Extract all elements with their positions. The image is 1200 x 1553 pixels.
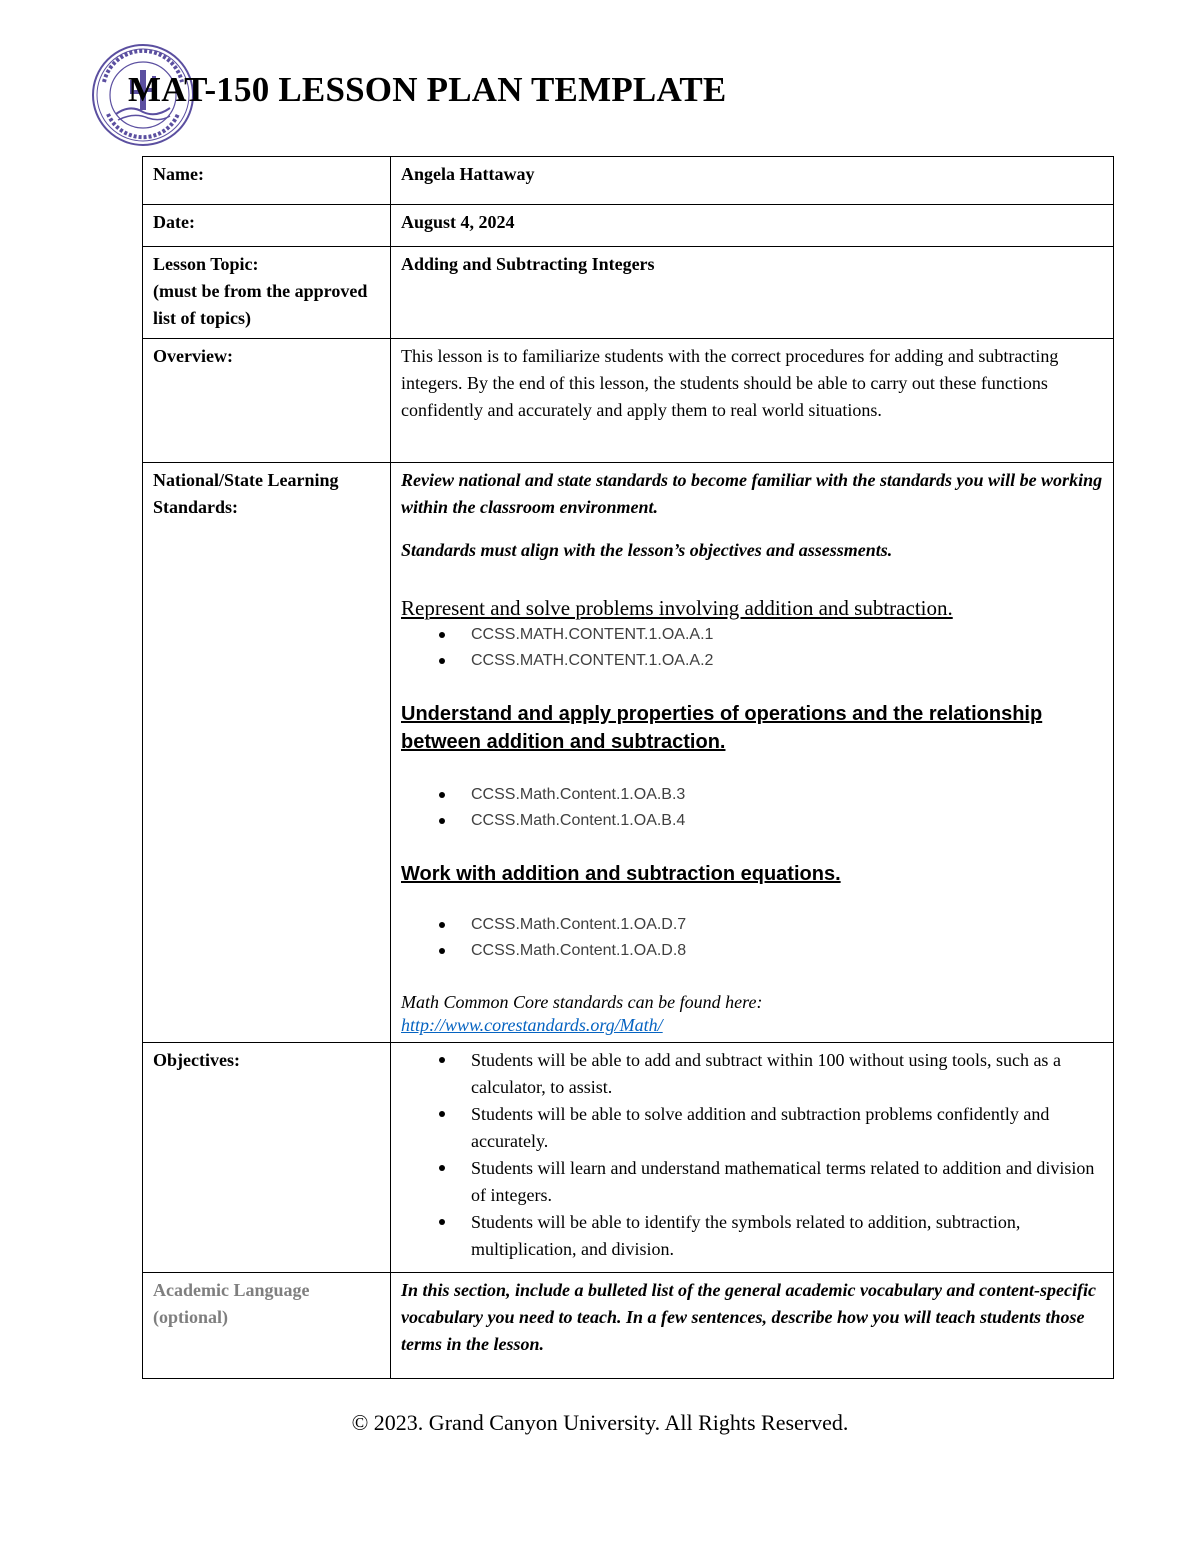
list-item: CCSS.MATH.CONTENT.1.OA.A.2 [471,648,1103,674]
list-item: CCSS.Math.Content.1.OA.B.4 [471,808,1103,834]
name-label: Name: [143,157,391,205]
standards-value [391,463,1114,1043]
academic-language-label-note: (optional) [153,1307,229,1327]
date-value: August 4, 2024 [391,205,1114,247]
copyright-footer: © 2023. Grand Canyon University. All Rights Reserved. [351,1410,849,1435]
topic-label-cell [143,247,391,339]
table-row-academic-language [143,1273,1114,1379]
standards-link-intro: Math Common Core standards can be found here: [401,992,763,1012]
list-item: Students will be able to solve addition and subtraction problems confidently and accurately. [471,1101,1103,1155]
list-item: CCSS.Math.Content.1.OA.D.8 [471,938,1103,964]
standards-instruction-1: Review national and state standards to become familiar with the standards you will be working within the classroom environment. [401,470,1103,517]
standard-codes-2 [401,782,1103,834]
date-label: Date: [143,205,391,247]
academic-language-label: Academic Language [153,1280,310,1300]
overview-value: This lesson is to familiarize students with the correct procedures for adding and subtracting integers. By the end of this lesson, the students should be able to carry out these functions confidently and accurately and apply them to real world situations. [391,339,1114,463]
table-row-date [143,205,1114,247]
standards-instruction-2: Standards must align with the lesson’s objectives and assessments. [401,540,893,560]
lesson-plan-table [142,156,1114,1379]
standard-heading-1: Represent and solve problems involving addition and subtraction. [401,596,953,620]
list-item: Students will learn and understand mathematical terms related to addition and division of integers. [471,1155,1103,1209]
objectives-list [401,1047,1103,1263]
topic-value: Adding and Subtracting Integers [391,247,1114,339]
topic-label-note: (must be from the approved list of topics) [153,281,368,328]
list-item: CCSS.MATH.CONTENT.1.OA.A.1 [471,622,1103,648]
academic-language-value: In this section, include a bulleted list of the general academic vocabulary and content-specific vocabulary you need to teach. In a few sentences, describe how you will teach students those terms in the lesson. [391,1273,1114,1379]
list-item: CCSS.Math.Content.1.OA.B.3 [471,782,1103,808]
topic-label: Lesson Topic: [153,254,259,274]
standard-heading-2: Understand and apply properties of operations and the relationship between addition and subtraction. [401,703,1043,753]
objectives-label: Objectives: [143,1043,391,1273]
academic-language-label-cell [143,1273,391,1379]
standard-codes-3 [401,912,1103,964]
table-row-objectives [143,1043,1114,1273]
standards-label: National/State Learning Standards: [143,463,391,1043]
page-title: MAT-150 LESSON PLAN TEMPLATE [128,70,727,109]
objectives-value [391,1043,1114,1273]
table-row-overview [143,339,1114,463]
table-row-name [143,157,1114,205]
list-item: Students will be able to add and subtract within 100 without using tools, such as a calculator, to assist. [471,1047,1103,1101]
table-row-topic [143,247,1114,339]
page-header [90,42,990,152]
list-item: CCSS.Math.Content.1.OA.D.7 [471,912,1103,938]
core-standards-link[interactable]: http://www.corestandards.org/Math/ [401,1015,663,1035]
list-item: Students will be able to identify the symbols related to addition, subtraction, multiplication, and division. [471,1209,1103,1263]
overview-label: Overview: [143,339,391,463]
table-row-standards [143,463,1114,1043]
standard-codes-1 [401,622,1103,674]
standard-heading-3: Work with addition and subtraction equations. [401,863,841,885]
name-value: Angela Hattaway [391,157,1114,205]
